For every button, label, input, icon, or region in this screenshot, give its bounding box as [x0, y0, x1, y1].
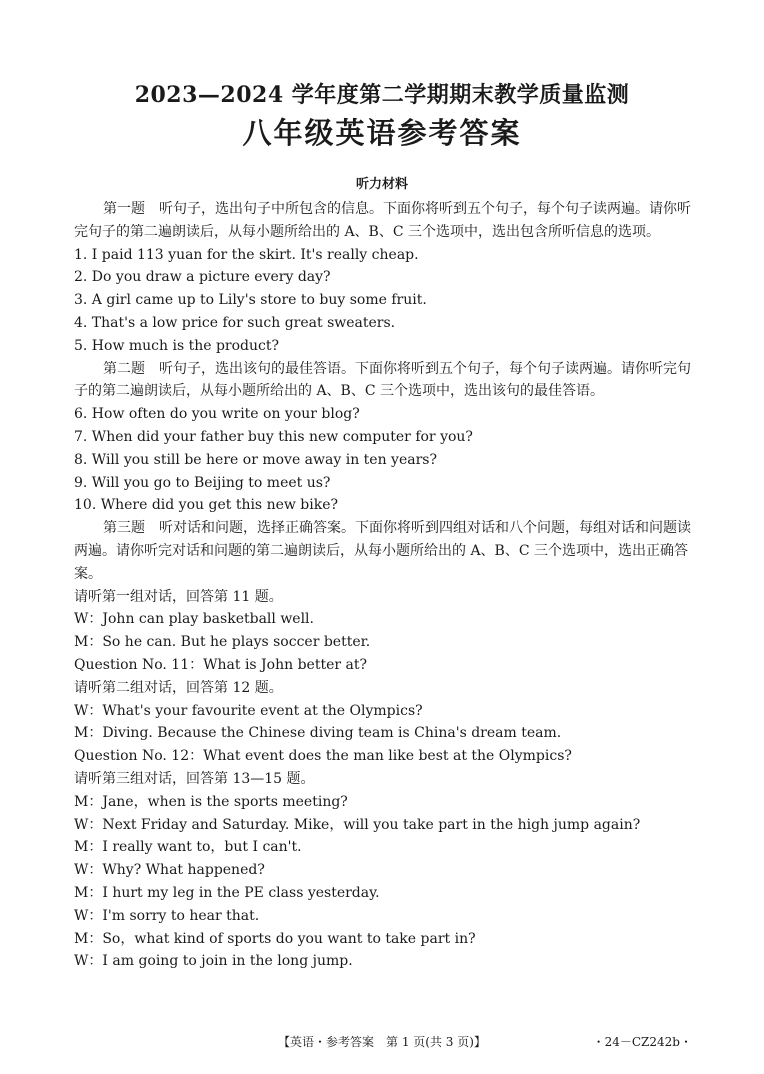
footer-code: ・24－CZ242b・	[592, 1035, 692, 1049]
instruction-paragraph: 第一题 听句子，选出句子中所包含的信息。下面你将听到五个句子，每个句子读两遍。请你听完句子的第二遍朗读后，从每小题所给出的 A、B、C 三个选项中，选出包含所听信息的选项。	[74, 201, 691, 240]
text-line: 8. Will you still be here or move away in ten years?	[74, 451, 437, 468]
listening-material	[74, 198, 700, 973]
text-line: 7. When did your father buy this new computer for you?	[74, 428, 473, 445]
text-line: 4. That's a low price for such great sweaters.	[74, 314, 396, 331]
text-line: M：I really want to，but I can't.	[74, 839, 302, 856]
text-line: Question No. 12：What event does the man like best at the Olympics?	[74, 748, 572, 765]
text-line: 2. Do you draw a picture every day?	[74, 269, 331, 286]
text-line: W：Why? What happened?	[74, 862, 265, 879]
text-line: 请听第二组对话，回答第 12 题。	[74, 679, 283, 696]
text-line: M：Jane，when is the sports meeting?	[74, 793, 348, 810]
text-line: 10. Where did you get this new bike?	[74, 497, 339, 514]
exam-title: 2023—2024 学年度第二学期期末教学质量监测	[134, 82, 630, 108]
text-line: W：Next Friday and Saturday. Mike，will you take part in the high jump again?	[74, 816, 641, 833]
text-line: M：So，what kind of sports do you want to take part in?	[74, 930, 476, 947]
text-line: W：I'm sorry to hear that.	[74, 907, 260, 924]
section-heading: 听力材料	[355, 177, 408, 192]
answer-key-title: 八年级英语参考答案	[242, 116, 522, 150]
text-line: 3. A girl came up to Lily's store to buy some fruit.	[74, 292, 427, 309]
text-line: 请听第三组对话，回答第 13—15 题。	[74, 770, 315, 787]
text-line: 5. How much is the product?	[74, 337, 280, 354]
instruction-paragraph: 第三题 听对话和问题，选择正确答案。下面你将听到四组对话和八个问题，每组对话和问题读两遍。请你听完对话和问题的第二遍朗读后，从每小题所给出的 A、B、C 三个选项中，选出正确答案。	[74, 520, 691, 582]
text-line: W：I am going to join in the long jump.	[74, 953, 353, 970]
text-line: W：John can play basketball well.	[74, 611, 314, 628]
text-line: 1. I paid 113 yuan for the skirt. It's really cheap.	[74, 246, 419, 263]
text-line: 请听第一组对话，回答第 11 题。	[74, 588, 283, 605]
text-line: 6. How often do you write on your blog?	[74, 406, 360, 423]
instruction-paragraph: 第二题 听句子，选出该句的最佳答语。下面你将听到五个句子，每个句子读两遍。请你听完句子的第二遍朗读后，从每小题所给出的 A、B、C 三个选项中，选出该句的最佳答语。	[74, 360, 691, 400]
text-line: Question No. 11：What is John better at?	[74, 656, 367, 673]
text-line: W：What's your favourite event at the Olympics?	[74, 702, 423, 719]
text-line: M：So he can. But he plays soccer better.	[74, 634, 371, 651]
text-line: M：I hurt my leg in the PE class yesterday.	[74, 884, 380, 901]
text-line: 9. Will you go to Beijing to meet us?	[74, 474, 331, 491]
text-line: M：Diving. Because the Chinese diving team is China's dream team.	[74, 725, 562, 742]
footer-page-label: 【英语・参考答案 第 1 页(共 3 页)】	[278, 1035, 486, 1049]
